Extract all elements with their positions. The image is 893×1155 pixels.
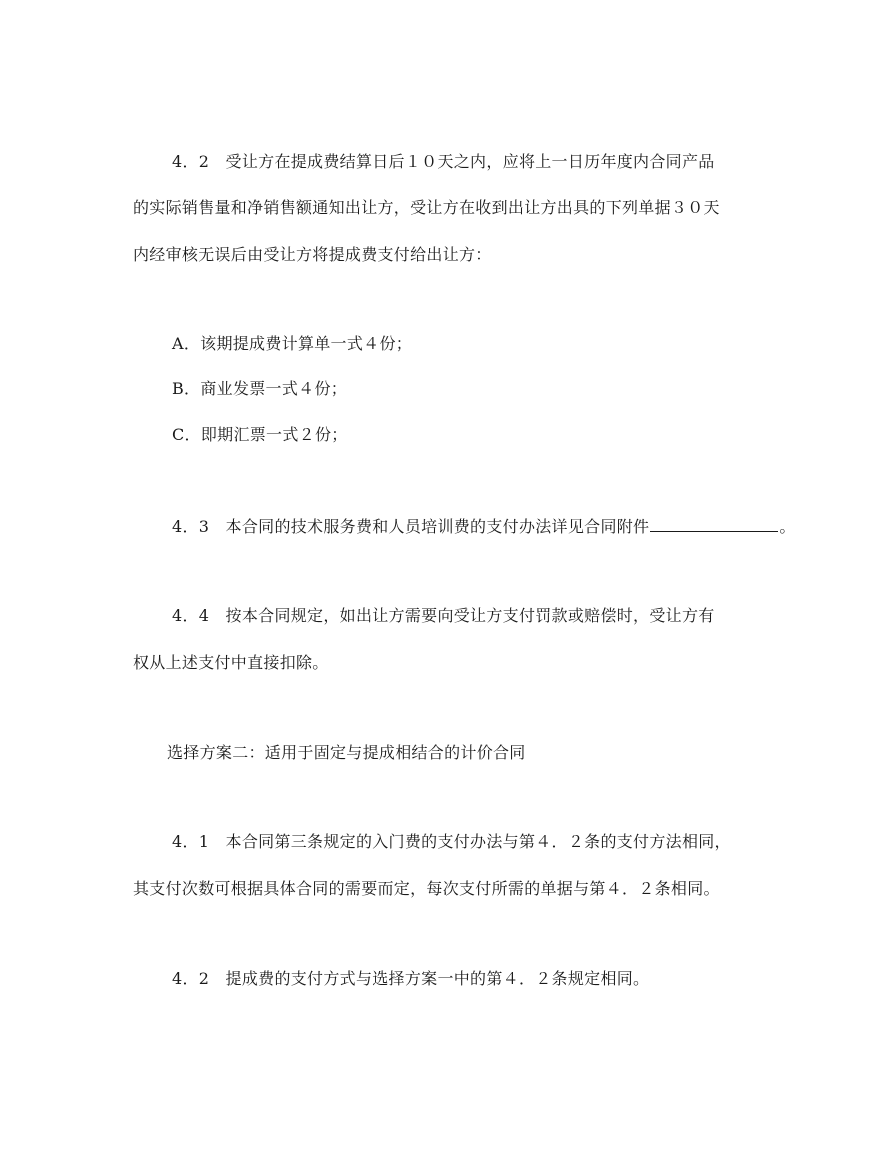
list-item-b: B．商业发票一式４份； [172,379,348,398]
clause-4-4-line-1: 4．4 按本合同规定，如出让方需要向受让方支付罚款或赔偿时，受让方有 [172,606,715,625]
list-item-a: A．该期提成费计算单一式４份； [172,334,413,353]
clause-4-2-option-two: 4．2 提成费的支付方式与选择方案一中的第４．２条规定相同。 [172,969,650,988]
list-item-c: C．即期汇票一式２份； [172,425,348,444]
clause-4-1-line-2: 其支付次数可根据具体合同的需要而定，每次支付所需的单据与第４．２条相同。 [133,879,720,898]
fill-in-blank [650,515,778,532]
clause-4-3-end: 。 [779,517,796,536]
clause-4-3-text: 4．3 本合同的技术服务费和人员培训费的支付办法详见合同附件 [172,517,650,536]
clause-4-2-line-2: 的实际销售量和净销售额通知出让方，受让方在收到出让方出具的下列单据３０天 [133,198,720,217]
clause-4-2-line-3: 内经审核无误后由受让方将提成费支付给出让方： [133,245,492,264]
clause-4-1-line-1: 4．1 本合同第三条规定的入门费的支付办法与第４．２条的支付方法相同， [172,832,731,851]
clause-4-2-line-1: 4．2 受让方在提成费结算日后１０天之内，应将上一日历年度内合同产品 [172,152,715,171]
option-two-heading: 选择方案二：适用于固定与提成相结合的计价合同 [167,743,526,762]
clause-4-4-line-2: 权从上述支付中直接扣除。 [133,653,329,672]
clause-4-3 [172,515,796,538]
